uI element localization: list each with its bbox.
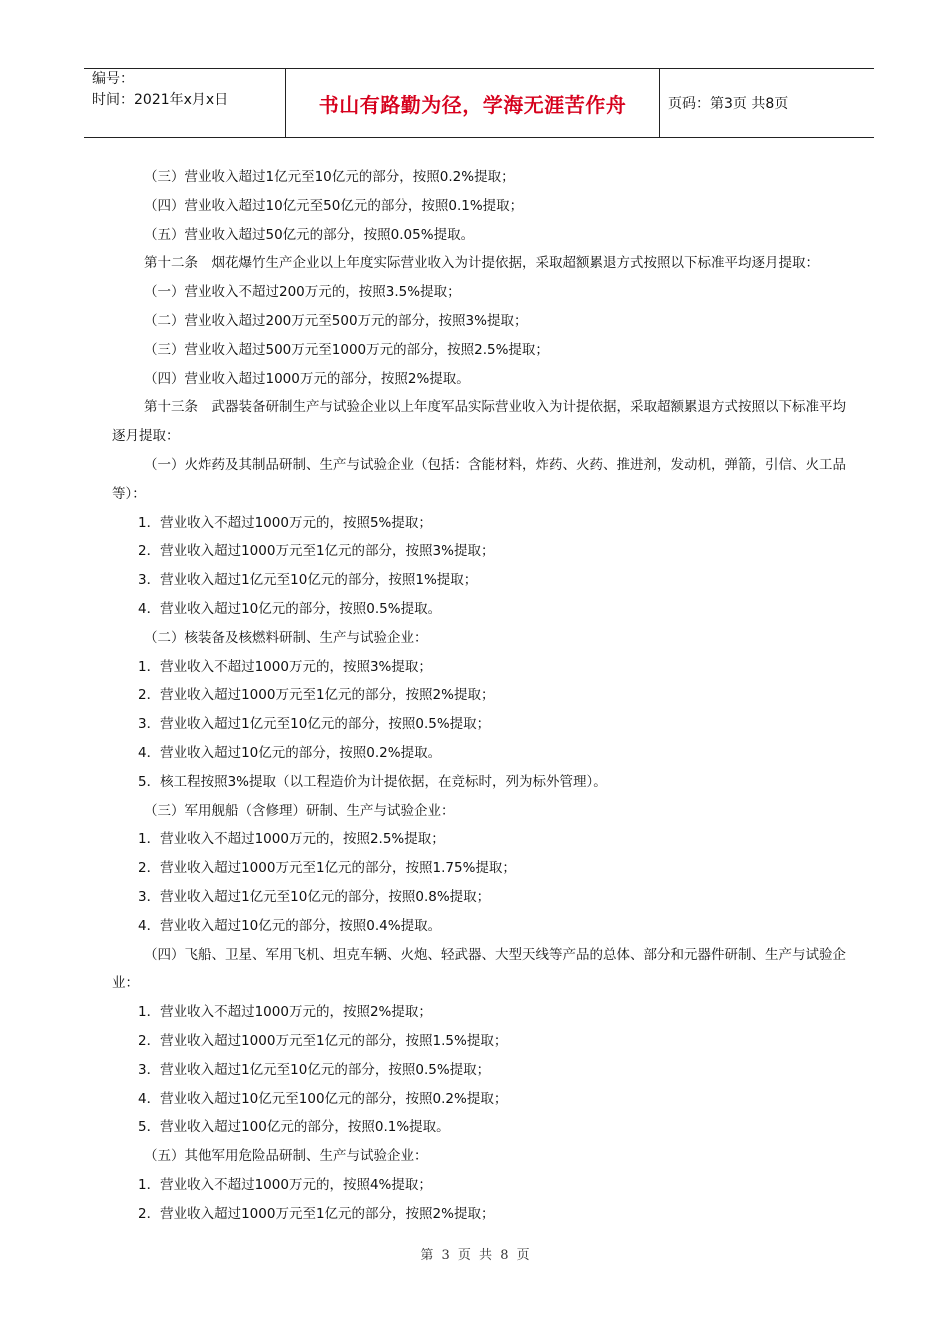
paragraph: （三）营业收入超过1亿元至10亿元的部分，按照0.2%提取； [144,169,515,185]
paragraph: （一）营业收入不超过200万元的，按照3.5%提取； [144,284,461,301]
list-item: 4．营业收入超过10亿元的部分，按照0.5%提取。 [138,600,442,617]
header-motto: 书山有路勤为径，学海无涯苦作舟 [318,92,627,117]
paragraph: （四）营业收入超过10亿元至50亿元的部分，按照0.1%提取； [144,197,524,214]
paragraph: （四）营业收入超过1000万元的部分，按照2%提取。 [144,370,470,387]
section-heading: （四）飞船、卫星、军用飞机、坦克车辆、火炮、轻武器、大型天线等产品的总体、部分和元器件研制、生产与试验企业： [112,946,846,992]
section-heading: （一）火炸药及其制品研制、生产与试验企业（包括：含能材料，炸药、火药、推进剂，发动机，弹箭，引信、火工品等）： [112,456,846,502]
list-item: 3．营业收入超过1亿元至10亿元的部分，按照0.5%提取； [138,716,491,733]
list-item: 3．营业收入超过1亿元至10亿元的部分，按照0.5%提取； [138,1061,491,1078]
page-footer: 第 3 页 共 8 页 [420,1248,530,1263]
header-meta [92,69,282,137]
list-item: 4．营业收入超过10亿元至100亿元的部分，按照0.2%提取； [138,1090,508,1107]
list-item: 4．营业收入超过10亿元的部分，按照0.4%提取。 [138,917,442,934]
document-header [84,68,874,138]
section-heading: （五）其他军用危险品研制、生产与试验企业： [144,1148,428,1165]
article-paragraph: 第十三条 武器装备研制生产与试验企业以上年度军品实际营业收入为计提依据，采取超额累退方式按照以下标准平均逐月提取： [112,399,846,445]
document-body [112,163,852,1228]
paragraph: （二）营业收入超过200万元至500万元的部分，按照3%提取； [144,312,528,329]
header-page-label: 页码：第3页 共8页 [668,96,789,112]
list-item: 5．核工程按照3%提取（以工程造价为计提依据，在竞标时，列为标外管理）。 [138,773,607,790]
list-item: 1．营业收入不超过1000万元的，按照3%提取； [138,658,432,675]
section-heading: （三）军用舰船（含修理）研制、生产与试验企业： [144,802,455,819]
list-item: 2．营业收入超过1000万元至1亿元的部分，按照1.5%提取； [138,1032,508,1049]
list-item: 1．营业收入不超过1000万元的，按照2%提取； [138,1004,432,1021]
header-divider [659,69,660,137]
serial-label: 编号： [92,71,134,87]
list-item: 5．营业收入超过100亿元的部分，按照0.1%提取。 [138,1119,450,1136]
list-item: 1．营业收入不超过1000万元的，按照5%提取； [138,514,432,531]
list-item: 2．营业收入超过1000万元至1亿元的部分，按照2%提取； [138,687,495,704]
list-item: 1．营业收入不超过1000万元的，按照4%提取； [138,1176,432,1193]
list-item: 2．营业收入超过1000万元至1亿元的部分，按照1.75%提取； [138,860,516,877]
section-heading: （二）核装备及核燃料研制、生产与试验企业： [144,629,428,646]
list-item: 2．营业收入超过1000万元至1亿元的部分，按照2%提取； [138,1205,495,1222]
article-paragraph: 第十二条 烟花爆竹生产企业以上年度实际营业收入为计提依据，采取超额累退方式按照以下标准平均逐月提取： [144,255,819,272]
list-item: 4．营业收入超过10亿元的部分，按照0.2%提取。 [138,744,442,761]
list-item: 2．营业收入超过1000万元至1亿元的部分，按照3%提取； [138,543,495,560]
paragraph: （三）营业收入超过500万元至1000万元的部分，按照2.5%提取； [144,341,549,358]
list-item: 1．营业收入不超过1000万元的，按照2.5%提取； [138,831,445,848]
list-item: 3．营业收入超过1亿元至10亿元的部分，按照0.8%提取； [138,888,491,905]
paragraph: （五）营业收入超过50亿元的部分，按照0.05%提取。 [144,226,475,243]
list-item: 3．营业收入超过1亿元至10亿元的部分，按照1%提取； [138,572,478,589]
time-label: 时间：2021年x月x日 [92,92,229,108]
